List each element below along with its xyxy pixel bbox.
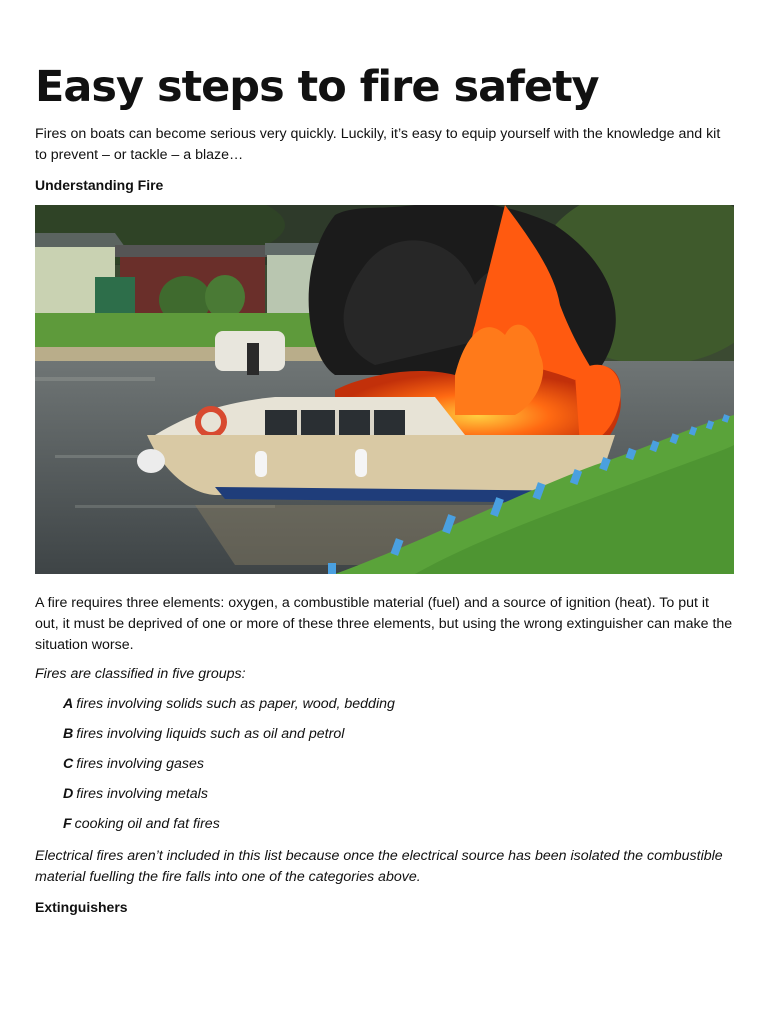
fire-class-text: fires involving liquids such as oil and petrol — [76, 726, 345, 742]
section-heading-understanding-fire: Understanding Fire — [35, 177, 164, 193]
fire-class-text: fires involving metals — [76, 786, 208, 802]
burning-boat-photo — [35, 205, 734, 574]
fire-class-item — [63, 754, 204, 775]
fire-class-text: fires involving gases — [76, 756, 204, 772]
fire-class-letter: A — [63, 696, 74, 712]
fire-class-letter: F — [63, 816, 72, 832]
fire-classes-intro: Fires are classified in five groups: — [35, 666, 246, 682]
section-heading-extinguishers: Extinguishers — [35, 899, 128, 915]
electrical-fires-note: Electrical fires aren’t included in this list because once the electrical source has been isolated the combustible material fuelling the fire falls into one of the categories above. — [35, 848, 723, 885]
article-title: Easy steps to fire safety — [35, 62, 599, 112]
fire-class-letter: C — [63, 756, 74, 772]
fire-class-item — [63, 694, 395, 715]
fire-class-item — [63, 784, 208, 805]
article-intro: Fires on boats can become serious very quickly. Luckily, it’s easy to equip yourself with the knowledge and kit to prevent – or tackle – a blaze… — [35, 126, 721, 163]
fire-class-letter: D — [63, 786, 74, 802]
paragraph-fire-elements: A fire requires three elements: oxygen, a combustible material (fuel) and a source of ignition (heat). To put it out, it must be deprived of one or more of these three elements, but using the wrong extinguisher can make the situation worse. — [35, 595, 733, 653]
fire-class-item — [63, 724, 344, 745]
fire-class-letter: B — [63, 726, 74, 742]
fire-class-item — [63, 814, 220, 835]
fire-class-text: fires involving solids such as paper, wood, bedding — [76, 696, 395, 712]
fire-class-text: cooking oil and fat fires — [74, 816, 220, 832]
